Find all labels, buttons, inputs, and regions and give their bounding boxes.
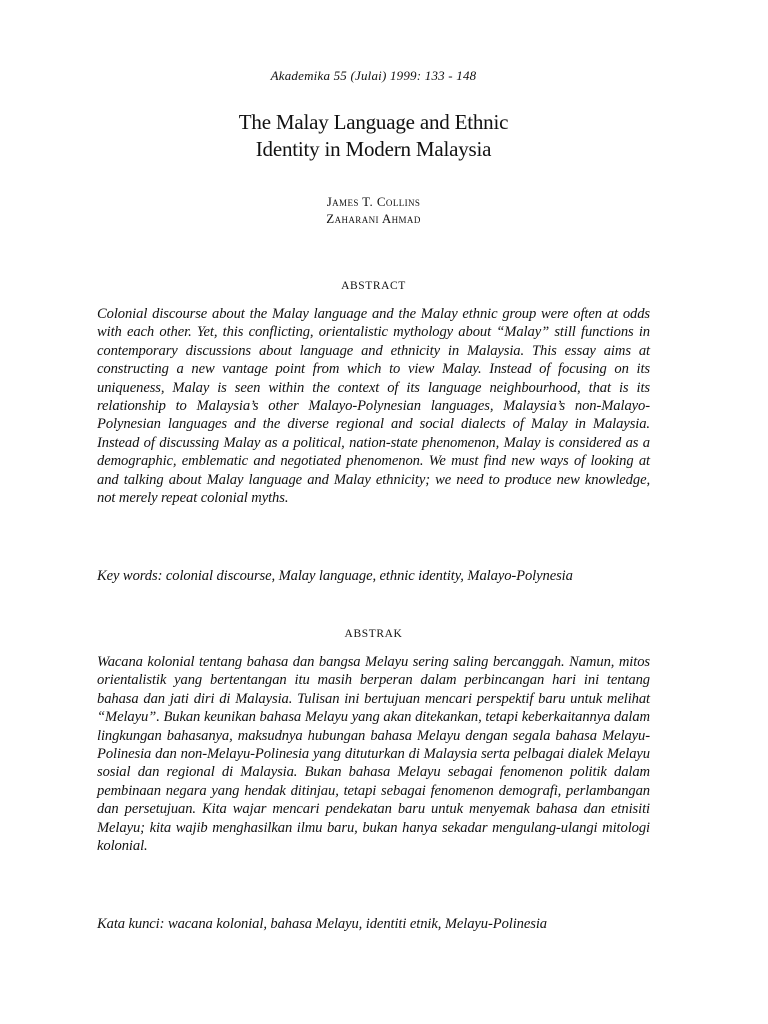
malay-keywords: Kata kunci: wacana kolonial, bahasa Melayu, identiti etnik, Melayu-Polinesia [97, 916, 547, 932]
author-name: James T. Collins [326, 194, 421, 209]
abstract-paragraph: Colonial discourse about the Malay language and the Malay ethnic group were often at odds with each other. Yet, this conflicting, orientalistic mythology about “Malay” still functions in contemporary discussions about language and ethnicity in Malaysia. This essay aims at constructing a new vantage point from which to view Malay. Instead of focusing on its uniqueness, Malay is seen within the context of its language neighbourhood, that is its relationship to Malaysia’s other Malayo-Polynesian languages, Malaysia’s non-Malayo-Polynesian languages and the diverse regional and social dialects of Malay in Malaysia. Instead of discussing Malay as a political, nation-state phenomenon, Malay is considered as a demographic, emblematic and negotiated phenomenon. We must find new ways of looking at and talking about Malay language and Malay ethnicity; we need to produce new knowledge, not merely repeat colonial myths. [97, 306, 650, 507]
abstrak-paragraph: Wacana kolonial tentang bahasa dan bangsa Melayu sering saling bercanggah. Namun, mitos orientalistik yang bertentangan itu masih berperan dalam perbincangan hari ini tentang bahasa dan jati diri di Malaysia. Tulisan ini bertujuan mencari perspektif baru untuk melihat “Melayu”. Bukan keunikan bahasa Melayu yang akan ditekankan, tetapi keberkaitannya dalam lingkungan bahasanya, maksudnya hubungan bahasa Melayu dengan segala bahasa Melayu-Polinesia dan non-Melayu-Polinesia yang dituturkan di Malaysia serta pelbagai dialek Melayu sosial dan regional di Malaysia. Bukan bahasa Melayu sebagai fenomenon politik dalam pembinaan negara yang hendak ditinjau, tetapi sebagai fenomenon demografi, perlambangan dan persetujuan. Kita wajar mencari pendekatan baru untuk menyemak bahasa dan etnisiti Melayu; kita wajib menghasilkan ilmu baru, bukan hanya sekadar mengulang-ulangi mitologi kolonial. [97, 654, 650, 855]
english-keywords: Key words: colonial discourse, Malay language, ethnic identity, Malayo-Polynesia [97, 568, 573, 584]
abstract-heading: ABSTRACT [341, 280, 406, 292]
author-name: Zaharani Ahmad [326, 211, 421, 226]
paper-title-line-2: Identity in Modern Malaysia [255, 137, 492, 161]
author-list [97, 193, 650, 227]
abstrak-heading: ABSTRAK [344, 628, 403, 640]
journal-citation: Akademika 55 (Julai) 1999: 133 - 148 [270, 68, 477, 83]
paper-title [97, 109, 650, 163]
paper-title-line-1: The Malay Language and Ethnic [238, 110, 509, 134]
paper-page [97, 0, 650, 1024]
